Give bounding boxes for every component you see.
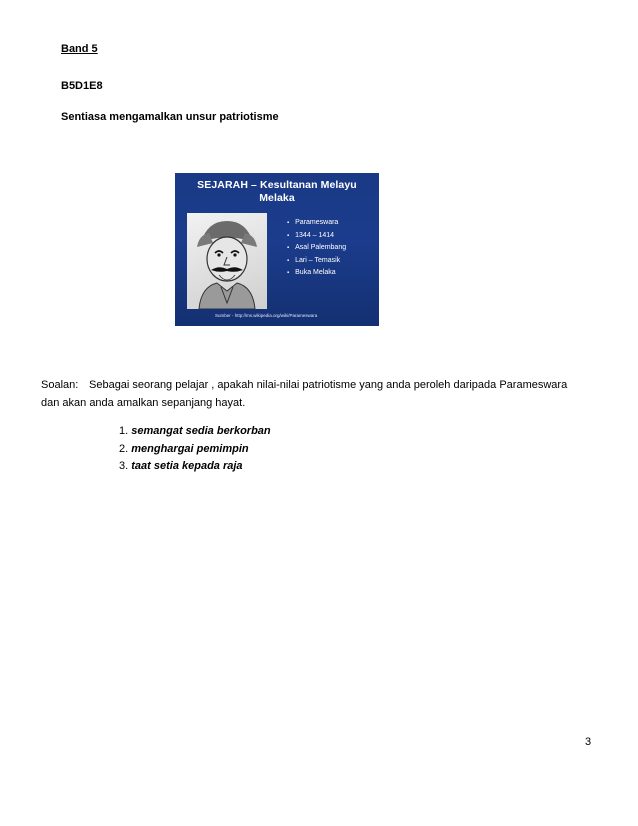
list-item — [119, 441, 271, 459]
list-item — [119, 458, 271, 476]
portrait-sketch-icon — [187, 213, 267, 309]
answer-number: 3. — [119, 460, 129, 472]
question-text-line1: Sebagai seorang pelajar , apakah nilai-nilai patriotisme yang anda peroleh daripada Parameswara — [89, 379, 568, 391]
slide-bullet-item: ▪ Buka Melaka — [287, 267, 346, 280]
slide-title — [179, 179, 375, 205]
answer-text: taat setia kepada raja — [131, 460, 243, 472]
page-number: 3 — [585, 736, 592, 748]
band-heading: Band 5 — [61, 43, 98, 55]
slide-title-line1: SEJARAH – Kesultanan Melayu — [197, 179, 357, 191]
answer-text: semangat sedia berkorban — [131, 425, 271, 437]
question — [41, 376, 601, 412]
question-text-line2: dan akan anda amalkan sepanjang hayat. — [41, 397, 246, 409]
slide-image — [175, 173, 379, 326]
subtitle: Sentiasa mengamalkan unsur patriotisme — [61, 111, 279, 123]
portrait-image — [187, 213, 267, 309]
slide-bullet-item: ▪ Asal Palembang — [287, 242, 346, 255]
answer-number: 1. — [119, 425, 129, 437]
slide-bullet-item: ▪ 1344 – 1414 — [287, 230, 346, 243]
list-item — [119, 423, 271, 441]
slide-bullet-list — [287, 217, 346, 280]
question-label: Soalan: — [41, 379, 79, 391]
slide-bullet-item: ▪ Parameswara — [287, 217, 346, 230]
answer-list — [119, 423, 271, 476]
code-heading: B5D1E8 — [61, 80, 103, 92]
slide-bullet-item: ▪ Lari – Temasik — [287, 255, 346, 268]
slide-title-line2: Melaka — [259, 192, 295, 204]
slide-source: Sumber - http://ms.wikipedia.org/wiki/Parameswara — [215, 313, 318, 318]
answer-number: 2. — [119, 442, 129, 455]
answer-text: menghargai pemimpin — [131, 442, 249, 455]
